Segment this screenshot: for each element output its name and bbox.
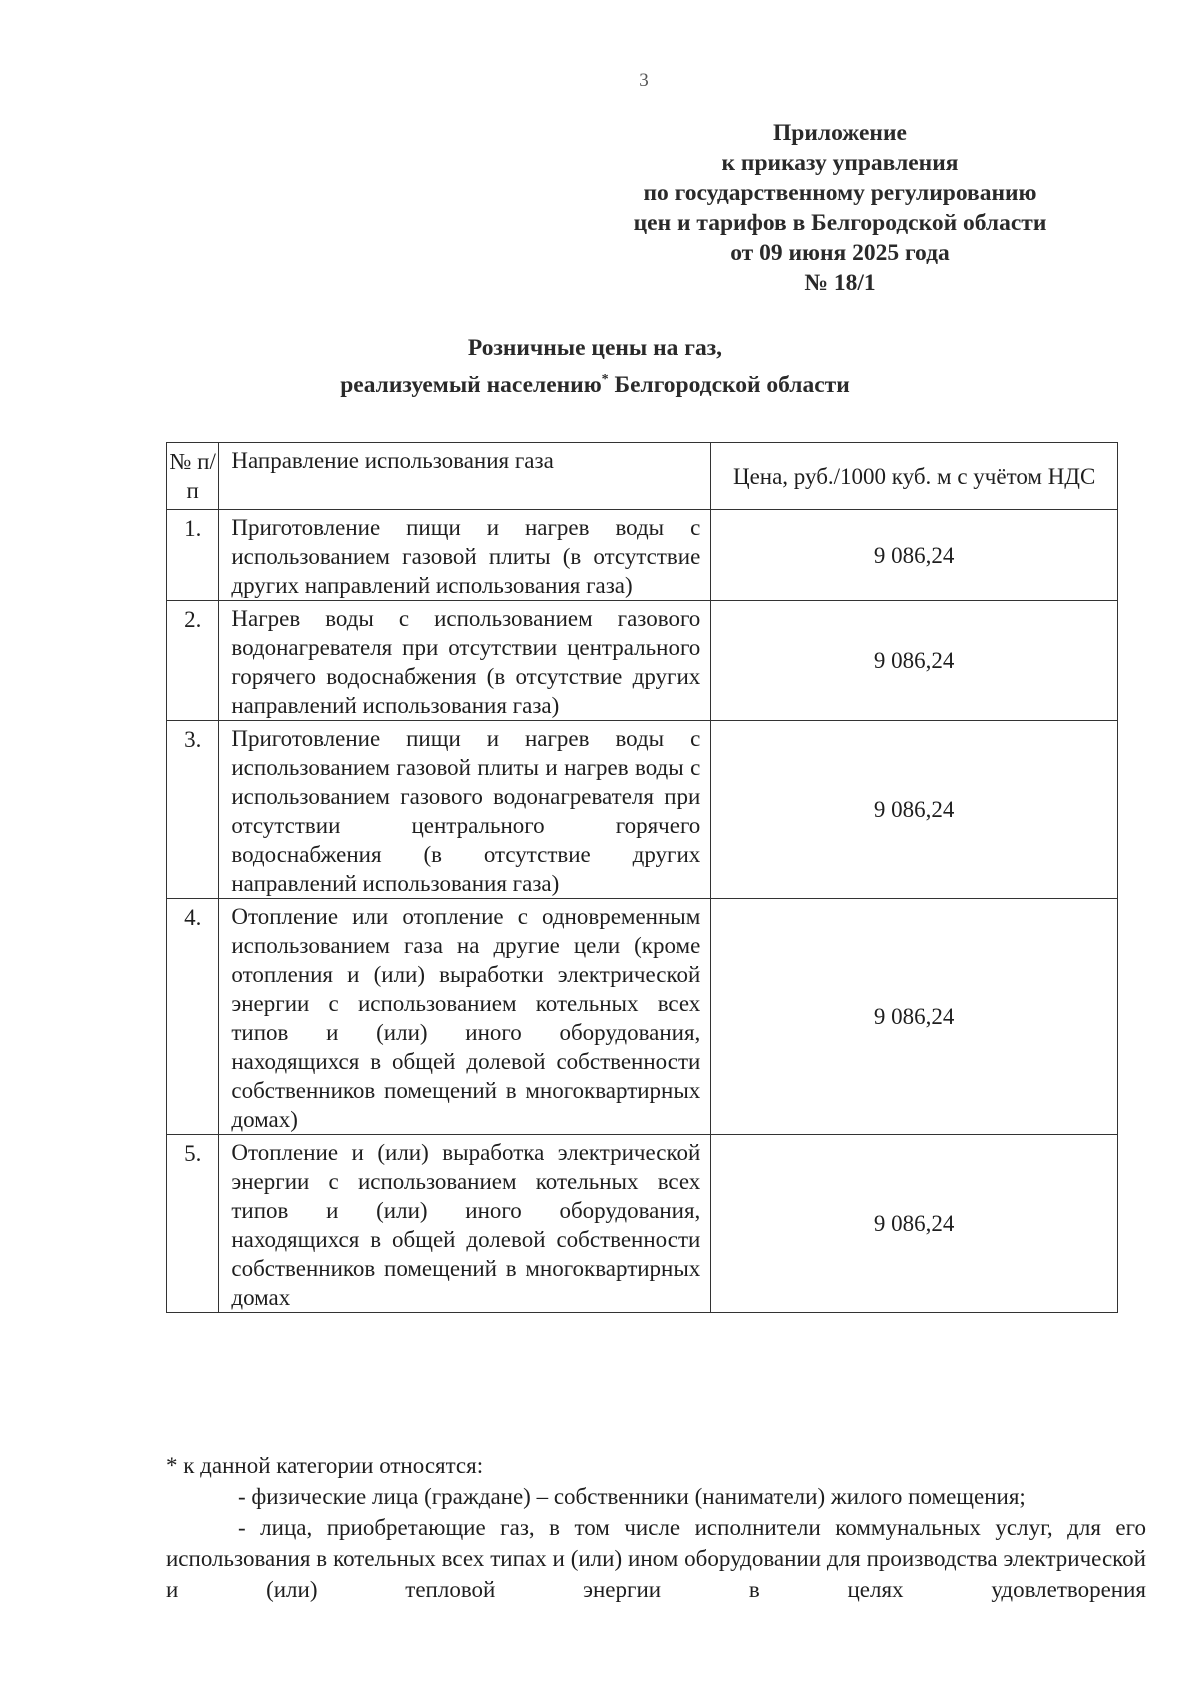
table-row <box>167 1135 1118 1313</box>
row-direction: Нагрев воды с использованием газового водонагревателя при отсутствии центрального горячего водоснабжения (в отсутствие других направлений использования газа) <box>219 601 711 721</box>
footnote-item: - лица, приобретающие газ, в том числе исполнители коммунальных услуг, для его использования в котельных всех типах и (или) ином оборудовании для производства электрической и (или) тепловой энергии в целях удовлетворения <box>166 1515 1146 1602</box>
header-num: № п/п <box>167 443 219 510</box>
appendix-line: Приложение <box>773 120 907 146</box>
title-text: реализуемый населению <box>340 371 602 398</box>
row-price: 9 086,24 <box>711 510 1118 601</box>
appendix-line: цен и тарифов в Белгородской области <box>633 210 1047 236</box>
row-num: 2. <box>167 601 219 721</box>
header-direction: Направление использования газа <box>219 443 711 510</box>
row-direction: Отопление или отопление с одновременным использованием газа на другие цели (кроме отопления и (или) выработки электрической энергии с использованием котельных всех типов и (или) иного оборудования, находящихся в общей долевой собственности собственников помещений в многоквартирных домах) <box>219 899 711 1135</box>
table-row <box>167 601 1118 721</box>
row-price: 9 086,24 <box>711 721 1118 899</box>
table-row <box>167 899 1118 1135</box>
header-price: Цена, руб./1000 куб. м с учётом НДС <box>711 443 1118 510</box>
appendix-header <box>600 118 1080 298</box>
row-num: 3. <box>167 721 219 899</box>
row-direction: Приготовление пищи и нагрев воды с использованием газовой плиты (в отсутствие других направлений использования газа) <box>219 510 711 601</box>
appendix-line: по государственному регулированию <box>643 180 1037 206</box>
table-row <box>167 721 1118 899</box>
price-table <box>166 442 1118 1313</box>
table-header-row <box>167 443 1118 510</box>
title-line-1: Розничные цены на газ, <box>467 335 723 361</box>
row-price: 9 086,24 <box>711 601 1118 721</box>
document-title <box>300 332 890 401</box>
footnote-item: - физические лица (граждане) – собственники (наниматели) жилого помещения; <box>238 1484 1026 1509</box>
row-num: 5. <box>167 1135 219 1313</box>
footnote-heading: * к данной категории относятся: <box>166 1453 484 1478</box>
title-text: Белгородской области <box>608 371 850 398</box>
title-line-2 <box>300 364 890 401</box>
appendix-line: к приказу управления <box>721 150 959 176</box>
footnote <box>166 1450 1146 1605</box>
table-row <box>167 510 1118 601</box>
page-number: 3 <box>639 70 649 91</box>
row-direction: Отопление и (или) выработка электрической энергии с использованием котельных всех типов и (или) иного оборудования, находящихся в общей долевой собственности собственников помещений в многоквартирных домах <box>219 1135 711 1313</box>
row-num: 1. <box>167 510 219 601</box>
footnote-mark: * <box>601 372 609 387</box>
row-price: 9 086,24 <box>711 1135 1118 1313</box>
appendix-line: от 09 июня 2025 года <box>730 240 950 266</box>
appendix-line: № 18/1 <box>804 270 876 296</box>
row-num: 4. <box>167 899 219 1135</box>
row-price: 9 086,24 <box>711 899 1118 1135</box>
row-direction: Приготовление пищи и нагрев воды с использованием газовой плиты и нагрев воды с использованием газового водонагревателя при отсутствии центрального горячего водоснабжения (в отсутствие других направлений использования газа) <box>219 721 711 899</box>
